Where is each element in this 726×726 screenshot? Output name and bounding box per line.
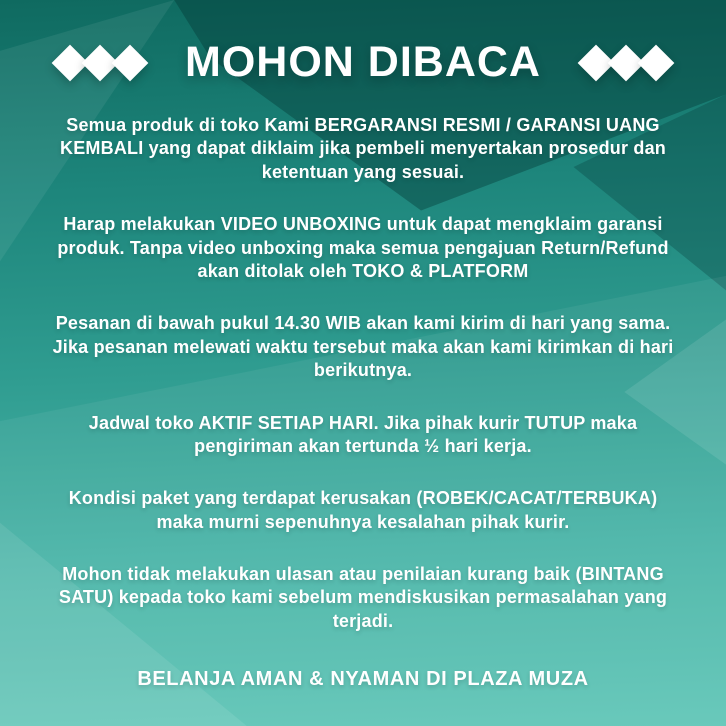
page-title: MOHON DIBACA [185,38,541,86]
diamond-icon [112,44,149,81]
notice-paragraphs [0,114,726,633]
notice-paragraph-warranty: Semua produk di toko Kami BERGARANSI RESMI / GARANSI UANG KEMBALI yang dapat diklaim jika pembeli menyertakan prosedur dan ketentuan yang sesuai. [60,115,666,182]
notice-paragraph-review: Mohon tidak melakukan ulasan atau penilaian kurang baik (BINTANG SATU) kepada toko kami sebelum mendiskusikan permasalahan yang terjadi. [58,564,668,631]
title-row [0,0,726,87]
notice-paragraph-unboxing: Harap melakukan VIDEO UNBOXING untuk dapat mengklaim garansi produk. Tanpa video unboxing maka semua pengajuan Return/Refund akan ditolak oleh TOKO & PLATFORM [57,214,669,281]
notice-paragraph-schedule: Jadwal toko AKTIF SETIAP HARI. Jika pihak kurir TUTUP maka pengiriman akan tertunda ½ hari kerja. [88,412,638,456]
notice-paragraph-damage: Kondisi paket yang terdapat kerusakan (ROBEK/CACAT/TERBUKA) maka murni sepenuhnya kesalahan pihak kurir. [68,488,658,532]
footer-tagline: BELANJA AMAN & NYAMAN DI PLAZA MUZA [137,668,589,691]
notice-paragraph-shipping-cutoff: Pesanan di bawah pukul 14.30 WIB akan kami kirim di hari yang sama. Jika pesanan melewati waktu tersebut maka akan kami kirimkan di hari berikutnya. [52,313,674,381]
diamond-decor-left [55,50,145,76]
diamond-icon [638,44,675,81]
diamond-decor-right [581,50,671,76]
